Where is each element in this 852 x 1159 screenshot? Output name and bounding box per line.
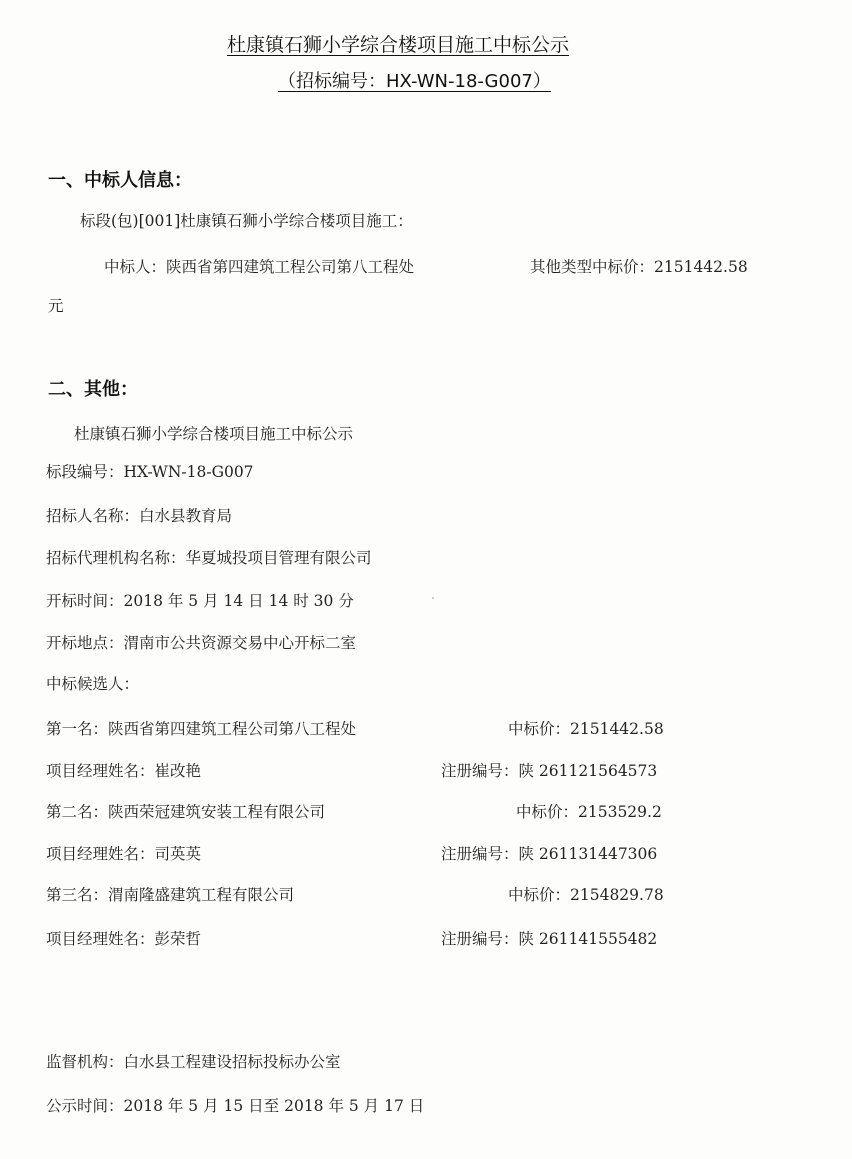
- candidate-1-manager: 项目经理姓名：崔改艳: [46, 762, 202, 780]
- scan-speck: [432, 597, 434, 599]
- winning-price: 其他类型中标价：2151442.58: [530, 258, 748, 276]
- candidate-1-registration: 注册编号：陕 261121564573: [441, 762, 658, 780]
- lot-description: 标段(包)[001]杜康镇石狮小学综合楼项目施工：: [80, 212, 413, 230]
- tenderer: 招标人名称：白水县教育局: [46, 507, 233, 525]
- lot-number: 标段编号：HX-WN-18-G007: [46, 463, 254, 481]
- section2-heading: 二、其他：: [48, 379, 138, 400]
- section1-heading: 一、中标人信息：: [48, 170, 192, 191]
- candidate-3-manager: 项目经理姓名：彭荣哲: [46, 930, 202, 948]
- candidate-1-price: 中标价：2151442.58: [508, 720, 664, 738]
- tender-number: （招标编号：HX-WN-18-G007）: [278, 71, 551, 92]
- candidate-2-name: 第二名：陕西荣冠建筑安装工程有限公司: [46, 803, 326, 821]
- opening-place: 开标地点：渭南市公共资源交易中心开标二室: [46, 634, 357, 652]
- candidate-3-price: 中标价：2154829.78: [508, 886, 664, 904]
- project-name: 杜康镇石狮小学综合楼项目施工中标公示: [74, 425, 354, 443]
- document-title: 杜康镇石狮小学综合楼项目施工中标公示: [227, 34, 570, 56]
- opening-time: 开标时间：2018 年 5 月 14 日 14 时 30 分: [46, 592, 354, 610]
- price-unit: 元: [48, 297, 64, 315]
- candidate-3-name: 第三名：渭南隆盛建筑工程有限公司: [46, 886, 295, 904]
- candidate-1-name: 第一名：陕西省第四建筑工程公司第八工程处: [46, 720, 357, 738]
- tender-agency: 招标代理机构名称：华夏城投项目管理有限公司: [46, 549, 372, 567]
- candidate-3-registration: 注册编号：陕 261141555482: [441, 930, 658, 948]
- supervising-agency: 监督机构：白水县工程建设招标投标办公室: [46, 1053, 341, 1071]
- candidate-2-price: 中标价：2153529.2: [516, 803, 662, 821]
- candidate-2-registration: 注册编号：陕 261131447306: [441, 845, 658, 863]
- candidate-2-manager: 项目经理姓名：司英英: [46, 845, 202, 863]
- winner-name: 中标人：陕西省第四建筑工程公司第八工程处: [104, 258, 415, 276]
- candidates-label: 中标候选人：: [46, 675, 140, 693]
- publicity-period: 公示时间：2018 年 5 月 15 日至 2018 年 5 月 17 日: [46, 1097, 425, 1115]
